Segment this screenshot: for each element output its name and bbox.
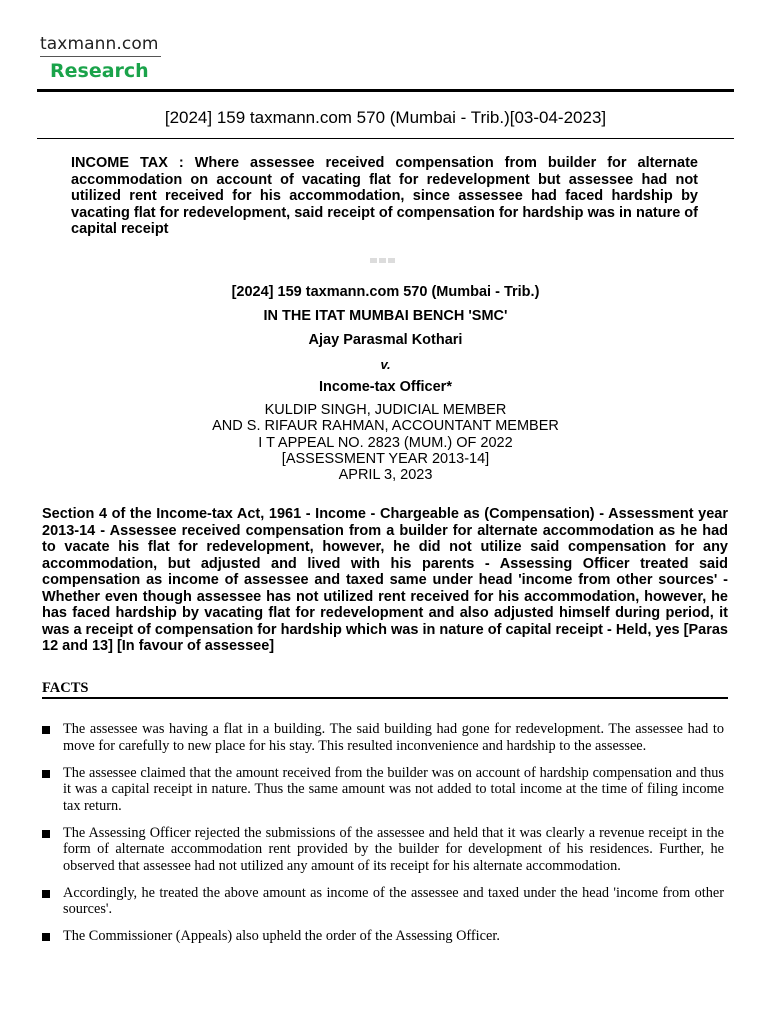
page-title: [2024] 159 taxmann.com 570 (Mumbai - Trib.)[03-04-2023] — [164, 108, 607, 127]
court-name: IN THE ITAT MUMBAI BENCH 'SMC' — [263, 308, 508, 324]
list-item — [42, 825, 724, 875]
list-item — [42, 765, 724, 815]
bench-line: APRIL 3, 2023 — [338, 467, 433, 484]
bench-line: KULDIP SINGH, JUDICIAL MEMBER — [264, 402, 507, 418]
taxmann-logo[interactable] — [40, 34, 162, 83]
header-top-rule — [37, 89, 734, 92]
bench-line: AND S. RIFAUR RAHMAN, ACCOUNTANT MEMBER — [212, 418, 559, 435]
versus-label: v. — [380, 357, 391, 372]
list-item-text: The Assessing Officer rejected the submissions of the assessee and held that it was clearly a revenue receipt in the form of alternate accommodation rent provided by the builder for development of his residences. Further, he observed that assessee had not utilized any amount of its receipt for his alternate accommodation. — [63, 824, 724, 874]
list-item-text: The Commissioner (Appeals) also upheld the order of the Assessing Officer. — [63, 928, 500, 944]
facts-heading: FACTS — [42, 680, 89, 696]
logo-divider — [40, 56, 161, 57]
appellant-name: Ajay Parasmal Kothari — [308, 332, 463, 348]
facts-rule — [42, 697, 728, 699]
bench-line: I T APPEAL NO. 2823 (MUM.) OF 2022 — [258, 434, 513, 451]
bench-details — [37, 402, 734, 483]
list-item-text: The assessee was having a flat in a building. The said building had gone for redevelopment. The assessee had to move for carefully to new place for his stay. This resulted inconvenience and hardship to the assessee. — [63, 721, 724, 754]
facts-list — [42, 721, 724, 955]
list-item — [42, 885, 724, 918]
list-item — [42, 721, 724, 754]
logo-site-text: taxmann.com — [40, 34, 159, 54]
square-bullet-icon — [42, 890, 50, 898]
square-bullet-icon — [42, 830, 50, 838]
square-bullet-icon — [42, 770, 50, 778]
list-item-text: The assessee claimed that the amount received from the builder was on account of hardship compensation and thus it was a capital receipt in nature. Thus the same amount was not added to total income at the time of filing income tax return. — [63, 764, 724, 814]
bench-line: [ASSESSMENT YEAR 2013-14] — [281, 450, 490, 467]
section-separator-icon — [370, 258, 395, 263]
logo-section-text: Research — [50, 60, 149, 82]
header-bottom-rule — [37, 138, 734, 139]
case-summary: INCOME TAX : Where assessee received compensation from builder for alternate accommodation on account of vacating flat for redevelopment but assessee had not utilized rent received for his accommodation, since assessee had faced hardship by vacating flat for redevelopment, said receipt of compensation for hardship was in nature of capital receipt — [71, 155, 698, 237]
headnote: Section 4 of the Income-tax Act, 1961 - Income - Chargeable as (Compensation) - Assessment year 2013-14 - Assessee received compensation from a builder for alternate accommodation as he had to vacate his flat for redevelopment, however, he did not utilize said compensation for any accommodation, but adjusted and lived with his parents - Assessing Officer treated said compensation as income of assessee and taxed same under head 'income from other sources' - Whether even though assessee has not utilized rent received for his accommodation, however, he has faced hardship by vacating flat for redevelopment and also adjusted himself during period, it was a receipt of compensation for hardship which was in nature of capital receipt - Held, yes [Paras 12 and 13] [In favour of assessee] — [42, 506, 728, 654]
square-bullet-icon — [42, 726, 50, 734]
list-item-text: Accordingly, he treated the above amount as income of the assessee and taxed under the head 'income from other sources'. — [63, 884, 724, 917]
square-bullet-icon — [42, 933, 50, 941]
respondent-name: Income-tax Officer* — [319, 379, 452, 395]
list-item — [42, 928, 724, 945]
case-citation: [2024] 159 taxmann.com 570 (Mumbai - Trib.) — [231, 284, 540, 300]
